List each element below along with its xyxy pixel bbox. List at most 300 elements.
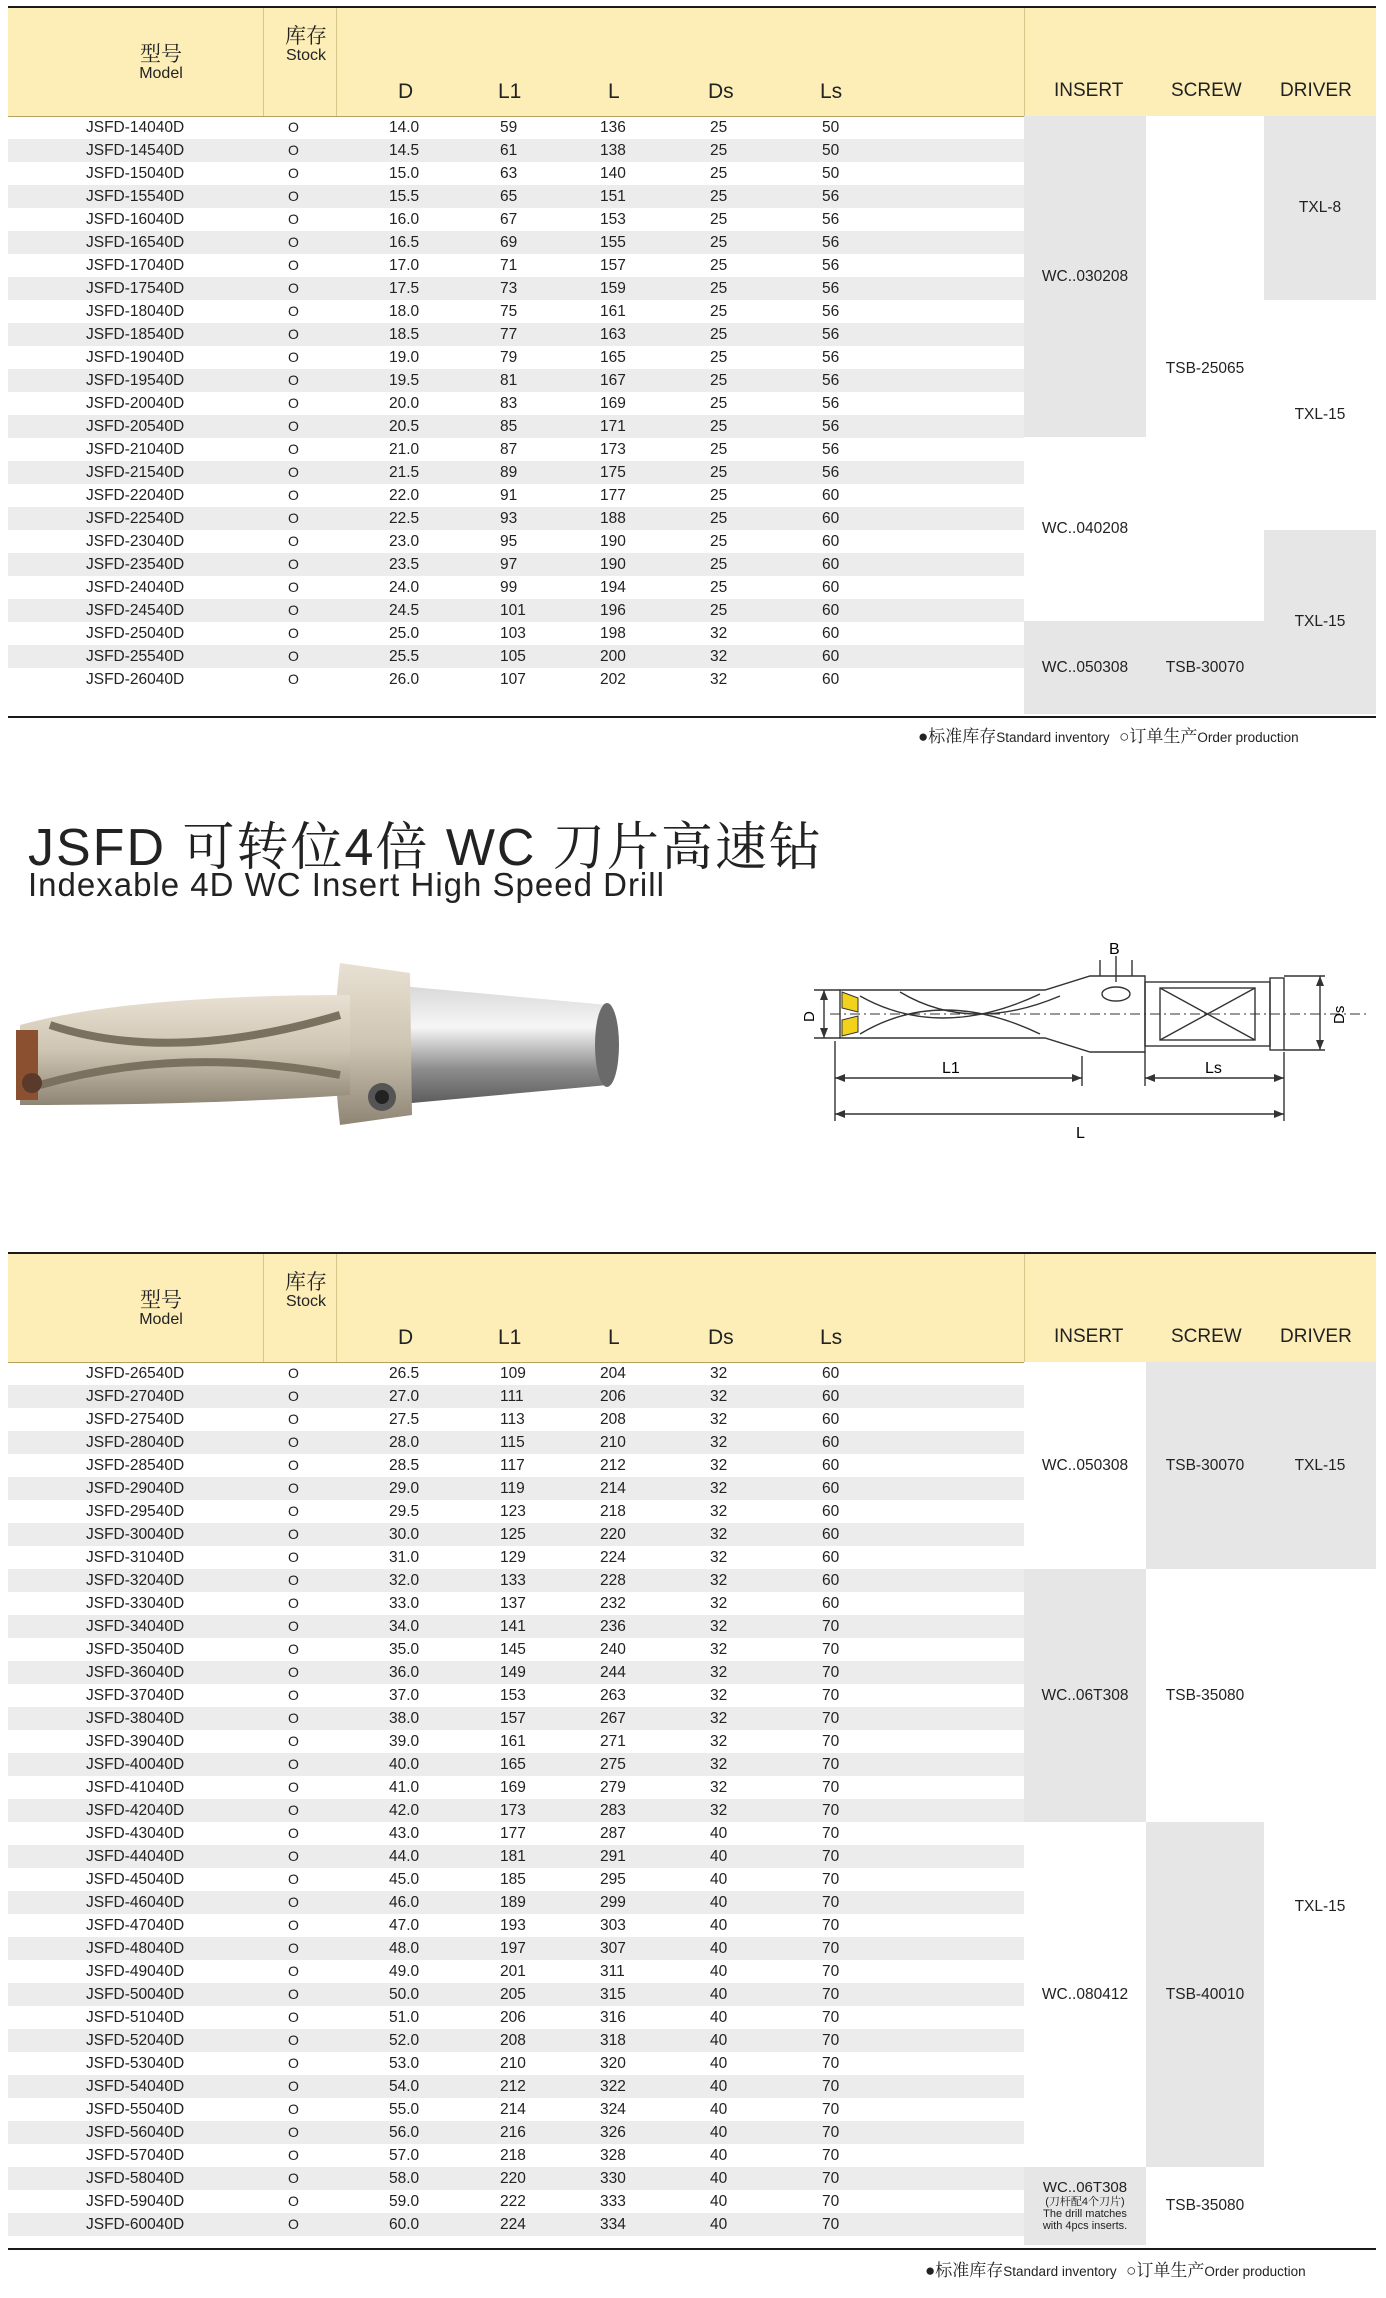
table-row: [8, 254, 1024, 277]
l1-cell: 115: [500, 1434, 525, 1451]
table-row: [8, 1684, 1024, 1707]
d-cell: 51.0: [389, 2009, 420, 2026]
l1-cell: 181: [500, 1848, 526, 1865]
technical-drawing: [800, 916, 1380, 1156]
l1-cell: 91: [500, 487, 518, 504]
l-cell: 140: [600, 165, 626, 182]
ds-cell: 32: [710, 1595, 728, 1612]
d-cell: 28.5: [389, 1457, 420, 1474]
ls-cell: 56: [822, 280, 840, 297]
label-l1: L1: [942, 1060, 960, 1077]
l1-cell: 153: [500, 1687, 526, 1704]
table-row: [8, 2098, 1024, 2121]
model-cell: JSFD-24540D: [86, 602, 185, 619]
model-cell: JSFD-44040D: [86, 1848, 185, 1865]
d-cell: 14.0: [389, 119, 420, 136]
l-cell: 198: [600, 625, 626, 642]
insert-cell: WC..030208: [1024, 116, 1146, 437]
table-row: [8, 1569, 1024, 1592]
ds-cell: 32: [710, 1549, 728, 1566]
ls-cell: 70: [822, 2193, 840, 2210]
d-cell: 19.0: [389, 349, 420, 366]
d-cell: 59.0: [389, 2193, 420, 2210]
insert-header: INSERT: [1054, 1326, 1124, 1347]
l1-cell: 214: [500, 2101, 526, 2118]
stock-cell: O: [288, 2170, 299, 2186]
ls-cell: 60: [822, 1503, 840, 1520]
model-cell: JSFD-42040D: [86, 1802, 185, 1819]
model-cell: JSFD-20040D: [86, 395, 185, 412]
d-cell: 32.0: [389, 1572, 420, 1589]
d-cell: 48.0: [389, 1940, 420, 1957]
l1-cell: 129: [500, 1549, 526, 1566]
table-row: [8, 2190, 1024, 2213]
l-cell: 173: [600, 441, 626, 458]
ds-cell: 32: [710, 1641, 728, 1658]
ls-cell: 70: [822, 2170, 840, 2187]
l-cell: 167: [600, 372, 626, 389]
ls-cell: 70: [822, 1848, 840, 1865]
stock-cell: O: [288, 510, 299, 526]
model-cell: JSFD-48040D: [86, 1940, 185, 1957]
l1-cell: 157: [500, 1710, 526, 1727]
model-cell: JSFD-33040D: [86, 1595, 185, 1612]
ds-cell: 25: [710, 395, 728, 412]
l-cell: 295: [600, 1871, 626, 1888]
table-row: [8, 1638, 1024, 1661]
ls-cell: 60: [822, 1365, 840, 1382]
table-row: [8, 1454, 1024, 1477]
stock-cell: O: [288, 1917, 299, 1933]
ls-cell: 56: [822, 188, 840, 205]
d-cell: 56.0: [389, 2124, 420, 2141]
model-cell: JSFD-60040D: [86, 2216, 185, 2233]
stock-cell: O: [288, 1871, 299, 1887]
l1-cell: 173: [500, 1802, 526, 1819]
ls-cell: 70: [822, 1733, 840, 1750]
ds-cell: 25: [710, 372, 728, 389]
ds-cell: 25: [710, 510, 728, 527]
d-cell: 33.0: [389, 1595, 420, 1612]
model-cell: JSFD-52040D: [86, 2032, 185, 2049]
stock-cell: O: [288, 602, 299, 618]
l1-cell: 125: [500, 1526, 526, 1543]
ls-cell: 56: [822, 349, 840, 366]
table-row: [8, 1914, 1024, 1937]
l1-cell: 165: [500, 1756, 526, 1773]
d-cell: 55.0: [389, 2101, 420, 2118]
ds-cell: 25: [710, 349, 728, 366]
l1-cell: 208: [500, 2032, 526, 2049]
d-cell: 38.0: [389, 1710, 420, 1727]
model-cell: JSFD-34040D: [86, 1618, 185, 1635]
l-cell: 240: [600, 1641, 626, 1658]
l-cell: 318: [600, 2032, 626, 2049]
model-cell: JSFD-37040D: [86, 1687, 185, 1704]
l-cell: 196: [600, 602, 626, 619]
l1-cell: 85: [500, 418, 518, 435]
insert-cell: WC..050308: [1024, 1362, 1146, 1569]
l1-cell: 216: [500, 2124, 526, 2141]
ls-cell: 60: [822, 648, 840, 665]
legend: ●标准库存Standard inventory ○订单生产Order production: [925, 2261, 1306, 2280]
model-cell: JSFD-28540D: [86, 1457, 185, 1474]
l-cell: 220: [600, 1526, 626, 1543]
stock-cell: O: [288, 142, 299, 158]
label-d: D: [801, 1011, 818, 1022]
l-cell: 204: [600, 1365, 626, 1382]
l1-cell: 59: [500, 119, 518, 136]
table-row: [8, 1523, 1024, 1546]
stock-cell: O: [288, 2101, 299, 2117]
stock-cell: O: [288, 1963, 299, 1979]
l1-cell: 222: [500, 2193, 526, 2210]
model-cell: JSFD-27540D: [86, 1411, 185, 1428]
ds-cell: 40: [710, 2009, 728, 2026]
d-cell: 35.0: [389, 1641, 420, 1658]
ds-cell: 32: [710, 1779, 728, 1796]
table-row: [8, 1776, 1024, 1799]
stock-cell: O: [288, 234, 299, 250]
model-cell: JSFD-18540D: [86, 326, 185, 343]
insert-cell: WC..06T308: [1024, 1569, 1146, 1822]
stock-header: 库存 Stock: [285, 1271, 327, 1311]
l1-cell: 161: [500, 1733, 526, 1750]
ls-cell: 60: [822, 487, 840, 504]
table-row: [8, 346, 1024, 369]
stock-cell: O: [288, 1595, 299, 1611]
ds-cell: 25: [710, 533, 728, 550]
stock-cell: O: [288, 1388, 299, 1404]
ls-cell: 56: [822, 441, 840, 458]
ds-cell: 25: [710, 441, 728, 458]
driver-cell: TXL-15: [1264, 530, 1376, 714]
stock-cell: O: [288, 1549, 299, 1565]
d-cell: 47.0: [389, 1917, 420, 1934]
model-cell: JSFD-29040D: [86, 1480, 185, 1497]
d-cell: 57.0: [389, 2147, 420, 2164]
ds-cell: 40: [710, 2193, 728, 2210]
table-row: [8, 1983, 1024, 2006]
model-cell: JSFD-25540D: [86, 648, 185, 665]
d-cell: 53.0: [389, 2055, 420, 2072]
screw-cell: TSB-35080: [1146, 1569, 1264, 1822]
ds-cell: 25: [710, 418, 728, 435]
d-cell: 29.5: [389, 1503, 420, 1520]
d-cell: 29.0: [389, 1480, 420, 1497]
table-row: [8, 438, 1024, 461]
d-cell: 60.0: [389, 2216, 420, 2233]
l-cell: 232: [600, 1595, 626, 1612]
stock-cell: O: [288, 441, 299, 457]
table-row: [8, 1661, 1024, 1684]
model-cell: JSFD-14040D: [86, 119, 185, 136]
ls-cell: 70: [822, 1940, 840, 1957]
l1-cell: 67: [500, 211, 518, 228]
table-row: [8, 1937, 1024, 1960]
table-row: [8, 668, 1024, 691]
l-header: L: [608, 80, 620, 103]
stock-cell: O: [288, 1986, 299, 2002]
l1-cell: 169: [500, 1779, 526, 1796]
model-cell: JSFD-17040D: [86, 257, 185, 274]
ds-cell: 25: [710, 142, 728, 159]
ls-cell: 70: [822, 1779, 840, 1796]
d-cell: 18.5: [389, 326, 420, 343]
stock-cell: O: [288, 326, 299, 342]
label-l: L: [1076, 1125, 1085, 1142]
d-cell: 40.0: [389, 1756, 420, 1773]
table-row: [8, 1477, 1024, 1500]
l-header: L: [608, 1326, 620, 1349]
ds-cell: 32: [710, 1480, 728, 1497]
table-row: [8, 1385, 1024, 1408]
l1-cell: 119: [500, 1480, 525, 1497]
stock-cell: O: [288, 556, 299, 572]
screw-cell: TSB-25065: [1146, 116, 1264, 621]
d-cell: 50.0: [389, 1986, 420, 2003]
l-cell: 303: [600, 1917, 626, 1934]
l-cell: 155: [600, 234, 626, 251]
model-cell: JSFD-27040D: [86, 1388, 185, 1405]
ds-cell: 25: [710, 165, 728, 182]
d-cell: 18.0: [389, 303, 420, 320]
ds-cell: 40: [710, 2055, 728, 2072]
d-cell: 21.0: [389, 441, 420, 458]
stock-cell: O: [288, 671, 299, 687]
l-cell: 307: [600, 1940, 626, 1957]
ds-cell: 32: [710, 1710, 728, 1727]
l1-cell: 201: [500, 1963, 526, 1980]
ls-cell: 60: [822, 1526, 840, 1543]
model-cell: JSFD-28040D: [86, 1434, 185, 1451]
stock-cell: O: [288, 257, 299, 273]
screw-cell: TSB-35080: [1146, 2167, 1264, 2245]
l1-cell: 77: [500, 326, 518, 343]
ds-cell: 25: [710, 303, 728, 320]
d-cell: 49.0: [389, 1963, 420, 1980]
stock-cell: O: [288, 2216, 299, 2232]
l-cell: 169: [600, 395, 626, 412]
ls-cell: 70: [822, 1664, 840, 1681]
model-cell: JSFD-38040D: [86, 1710, 185, 1727]
ds-cell: 25: [710, 257, 728, 274]
table-row: [8, 1707, 1024, 1730]
table-row: [8, 323, 1024, 346]
ds-cell: 25: [710, 556, 728, 573]
l-cell: 275: [600, 1756, 626, 1773]
table-row: [8, 1730, 1024, 1753]
ds-cell: 25: [710, 280, 728, 297]
table-row: [8, 1592, 1024, 1615]
l-cell: 206: [600, 1388, 626, 1405]
model-cell: JSFD-17540D: [86, 280, 185, 297]
table-row: [8, 185, 1024, 208]
d-cell: 30.0: [389, 1526, 420, 1543]
ls-cell: 60: [822, 1595, 840, 1612]
l1-cell: 93: [500, 510, 518, 527]
ls-cell: 60: [822, 602, 840, 619]
model-cell: JSFD-56040D: [86, 2124, 185, 2141]
ls-cell: 70: [822, 2147, 840, 2164]
stock-cell: O: [288, 1526, 299, 1542]
ds-header: Ds: [708, 1326, 734, 1349]
ds-cell: 25: [710, 234, 728, 251]
ds-cell: 25: [710, 188, 728, 205]
stock-cell: O: [288, 487, 299, 503]
d-cell: 25.0: [389, 625, 420, 642]
insert-cell: WC..050308: [1024, 621, 1146, 714]
ds-cell: 25: [710, 326, 728, 343]
ls-cell: 70: [822, 1641, 840, 1658]
ls-cell: 70: [822, 2124, 840, 2141]
d-cell: 20.0: [389, 395, 420, 412]
ls-cell: 56: [822, 326, 840, 343]
ls-cell: 70: [822, 2078, 840, 2095]
l-cell: 326: [600, 2124, 626, 2141]
l1-cell: 81: [500, 372, 518, 389]
stock-cell: O: [288, 2124, 299, 2140]
d-header: D: [398, 1326, 414, 1349]
stock-cell: O: [288, 1480, 299, 1496]
ls-cell: 70: [822, 1894, 840, 1911]
table-row: [8, 599, 1024, 622]
model-cell: JSFD-41040D: [86, 1779, 185, 1796]
stock-cell: O: [288, 533, 299, 549]
d-cell: 44.0: [389, 1848, 420, 1865]
title-english: Indexable 4D WC Insert High Speed Drill: [28, 866, 665, 903]
table-row: [8, 369, 1024, 392]
l-cell: 157: [600, 257, 626, 274]
model-cell: JSFD-43040D: [86, 1825, 185, 1842]
ds-cell: 40: [710, 1940, 728, 1957]
ls-cell: 60: [822, 1457, 840, 1474]
stock-cell: O: [288, 165, 299, 181]
model-cell: JSFD-19540D: [86, 372, 185, 389]
l-cell: 291: [600, 1848, 626, 1865]
driver-cell: TXL-15: [1264, 1569, 1376, 2245]
table-row: [8, 2167, 1024, 2190]
stock-cell: O: [288, 1779, 299, 1795]
model-cell: JSFD-15040D: [86, 165, 185, 182]
l1-cell: 185: [500, 1871, 526, 1888]
ls-cell: 56: [822, 257, 840, 274]
ds-cell: 32: [710, 625, 728, 642]
stock-cell: O: [288, 579, 299, 595]
ls-cell: 60: [822, 625, 840, 642]
driver-cell: TXL-8: [1264, 116, 1376, 300]
ls-cell: 60: [822, 1549, 840, 1566]
ls-cell: 70: [822, 1710, 840, 1727]
l-cell: 208: [600, 1411, 626, 1428]
l1-cell: 87: [500, 441, 518, 458]
l-cell: 190: [600, 533, 626, 550]
model-cell: JSFD-15540D: [86, 188, 185, 205]
ds-cell: 32: [710, 1687, 728, 1704]
d-cell: 17.0: [389, 257, 420, 274]
model-cell: JSFD-23540D: [86, 556, 185, 573]
model-cell: JSFD-51040D: [86, 2009, 185, 2026]
l-cell: 283: [600, 1802, 626, 1819]
insert-cell: WC..080412: [1024, 1822, 1146, 2167]
ds-cell: 32: [710, 1457, 728, 1474]
ds-cell: 40: [710, 2170, 728, 2187]
d-cell: 24.5: [389, 602, 420, 619]
stock-cell: O: [288, 188, 299, 204]
table-row: [8, 1891, 1024, 1914]
ds-cell: 40: [710, 1871, 728, 1888]
driver-header: DRIVER: [1280, 80, 1352, 101]
l1-cell: 83: [500, 395, 518, 412]
table-row: [8, 1753, 1024, 1776]
l-cell: 315: [600, 1986, 626, 2003]
l-cell: 324: [600, 2101, 626, 2118]
filled-circle-icon: ●: [925, 2261, 936, 2280]
d-cell: 31.0: [389, 1549, 420, 1566]
stock-cell: O: [288, 1687, 299, 1703]
d-cell: 19.5: [389, 372, 420, 389]
d-cell: 16.5: [389, 234, 420, 251]
l-cell: 244: [600, 1664, 626, 1681]
ls-cell: 70: [822, 2032, 840, 2049]
table-row: [8, 2029, 1024, 2052]
model-cell: JSFD-47040D: [86, 1917, 185, 1934]
l1-cell: 137: [500, 1595, 526, 1612]
ds-cell: 32: [710, 648, 728, 665]
model-cell: JSFD-58040D: [86, 2170, 185, 2187]
ds-cell: 32: [710, 1503, 728, 1520]
l-cell: 202: [600, 671, 626, 688]
l1-header: L1: [498, 80, 522, 103]
model-cell: JSFD-21040D: [86, 441, 185, 458]
model-cell: JSFD-21540D: [86, 464, 185, 481]
model-cell: JSFD-57040D: [86, 2147, 185, 2164]
ds-cell: 32: [710, 1664, 728, 1681]
model-cell: JSFD-23040D: [86, 533, 185, 550]
table-row: [8, 507, 1024, 530]
l1-cell: 197: [500, 1940, 526, 1957]
table-row: [8, 2121, 1024, 2144]
driver-cell: TXL-15: [1264, 300, 1376, 530]
l1-cell: 75: [500, 303, 518, 320]
ds-cell: 40: [710, 1986, 728, 2003]
ls-cell: 70: [822, 1687, 840, 1704]
model-cell: JSFD-30040D: [86, 1526, 185, 1543]
ls-cell: 60: [822, 1572, 840, 1589]
ds-cell: 32: [710, 1411, 728, 1428]
table-row: [8, 576, 1024, 599]
table-row: [8, 530, 1024, 553]
l1-cell: 69: [500, 234, 518, 251]
l1-cell: 113: [500, 1411, 525, 1428]
ds-cell: 40: [710, 1848, 728, 1865]
l-cell: 228: [600, 1572, 626, 1589]
l-cell: 165: [600, 349, 626, 366]
model-cell: JSFD-18040D: [86, 303, 185, 320]
ls-header: Ls: [820, 1326, 843, 1349]
d-cell: 26.5: [389, 1365, 420, 1382]
l-cell: 163: [600, 326, 626, 343]
table-row: [8, 1431, 1024, 1454]
model-cell: JSFD-20540D: [86, 418, 185, 435]
stock-cell: O: [288, 2009, 299, 2025]
empty-circle-icon: ○: [1119, 727, 1130, 746]
l1-cell: 149: [500, 1664, 526, 1681]
model-cell: JSFD-19040D: [86, 349, 185, 366]
model-cell: JSFD-26040D: [86, 671, 185, 688]
stock-cell: O: [288, 2147, 299, 2163]
l-cell: 159: [600, 280, 626, 297]
